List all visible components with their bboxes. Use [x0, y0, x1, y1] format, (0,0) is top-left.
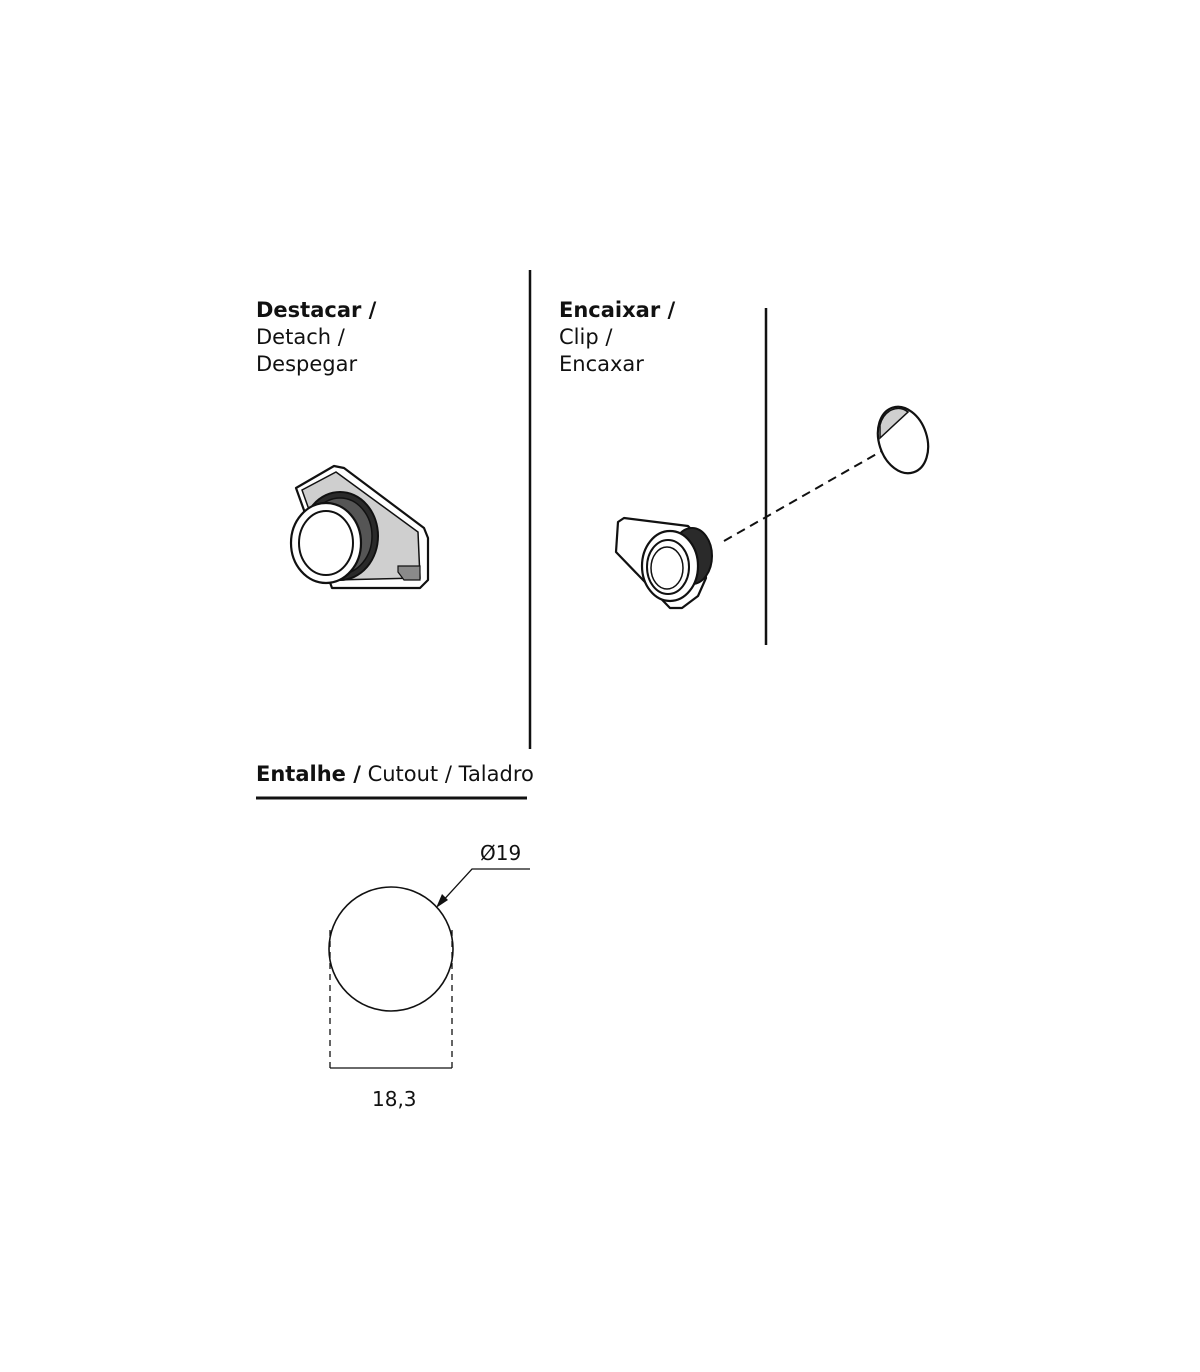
cutout-drawing	[329, 869, 530, 1072]
clip-line3: Encaxar	[559, 352, 644, 376]
cutout-title-bold: Entalhe /	[256, 762, 361, 786]
detach-illustration	[291, 466, 428, 588]
clip-label	[559, 297, 675, 378]
cutout-circle	[329, 887, 453, 1011]
clip-line2: Clip /	[559, 325, 613, 349]
detach-title: Destacar /	[256, 298, 377, 322]
width-label: 18,3	[372, 1087, 417, 1111]
detach-line2: Detach /	[256, 325, 345, 349]
cutout-title	[256, 761, 534, 788]
detach-line3: Despegar	[256, 352, 358, 376]
diameter-label: Ø19	[480, 841, 522, 865]
cutout-title-rest: Cutout / Taladro	[360, 762, 534, 786]
diameter-leader-line	[440, 869, 530, 904]
detach-label	[256, 297, 376, 378]
clip-guide-dashed-line	[724, 436, 908, 541]
clip-title: Encaixar /	[559, 298, 676, 322]
